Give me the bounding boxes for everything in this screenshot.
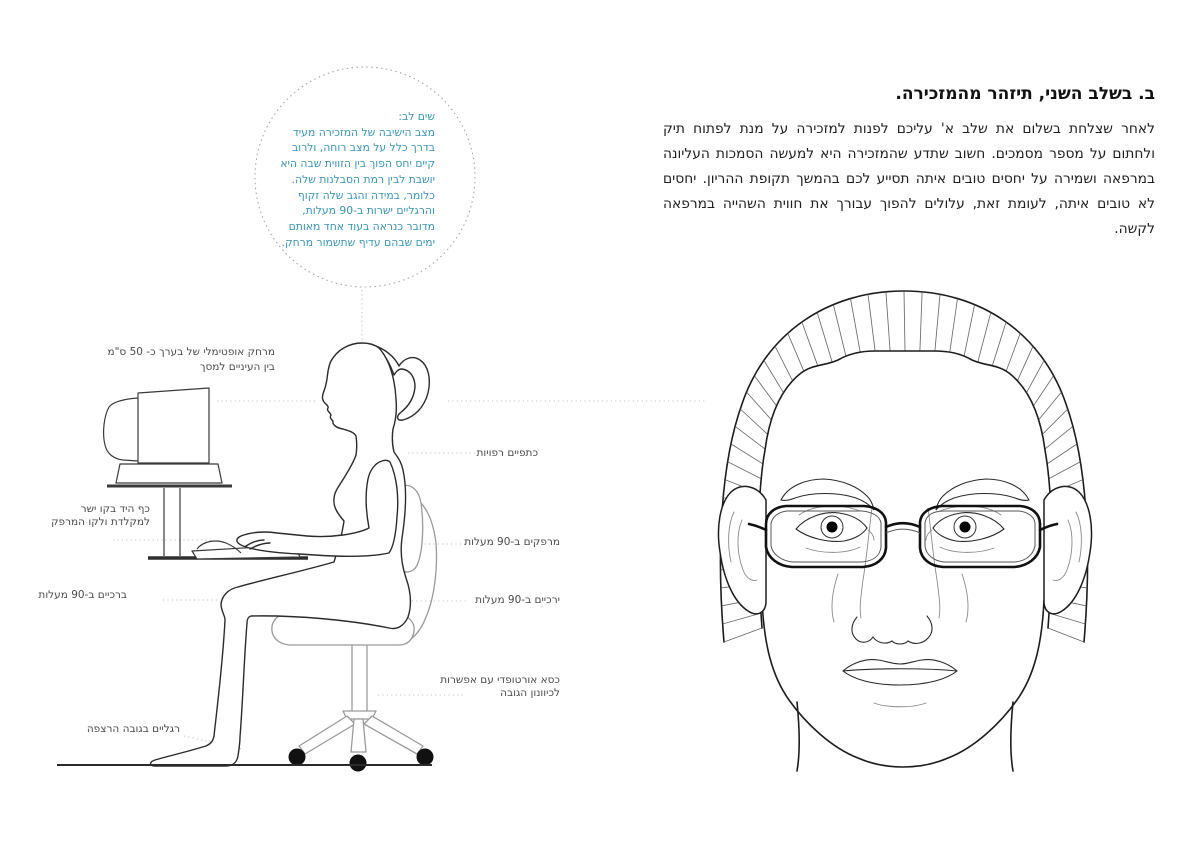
label-knees-90: ברכיים ב-90 מעלות (38, 589, 127, 601)
caster-wheel (289, 749, 306, 766)
hairline-guide (759, 351, 1052, 628)
nose-tip (852, 616, 932, 644)
note-body: מצב הישיבה של המזכירה מעיד בדרך כלל על מצב רוחה, ולרוב קיים יחס הפוך בין הזווית שבה היא יושבת לבין רמת הסבלנות שלה. כלומר, במידה והגב שלה זקוף והרגליים ישרות ב-90 מעלות, מדובר כנראה בעוד אחד מאותם ימים שבהם עדיף שתשמור מרחק. (280, 125, 435, 249)
chin-crease (874, 703, 926, 707)
caster-wheel (417, 749, 434, 766)
left-eye (796, 506, 874, 552)
jaw-chin-outline (762, 600, 1044, 767)
cheek-line-right (962, 574, 968, 622)
left-pupil (827, 522, 838, 533)
label-hand-keyboard: כף היד בקו ישר למקלדת ולקו המרפק (51, 503, 150, 528)
right-eye (926, 506, 1004, 552)
hair-outer-contour (720, 291, 1087, 642)
label-orthopedic-chair: כסא אורטופדי עם אפשרות לכיוונון הגובה (440, 674, 560, 699)
left-ear (718, 486, 766, 613)
glasses-bridge (886, 523, 920, 527)
glasses (749, 506, 1057, 567)
chair-leg (351, 719, 366, 752)
caster-wheel (350, 755, 367, 772)
chair-leg (299, 716, 355, 754)
hairline (759, 351, 1052, 628)
intro-paragraph: לאחר שצלחת בשלום את שלב א' עליכם לפנות למזכירה על מנת לפתוח תיק ולחתום על מספר מסמכים. חשוב שתדע שהמזכירה היא למעשה הסמכות העליונה במרפאה ושמירה על יחסים טובים איתה תסייע לכם בהמשך תקופת ההריון. יחסים לא טובים איתה, לעומת זאת, עלולים להפוך עבורך את חווית השהייה במרפאה לקשה. (663, 121, 1155, 237)
secretary-face-illustration (718, 291, 1091, 771)
note-title: שים לב: (398, 110, 435, 123)
chair-leg (364, 716, 423, 754)
label-feet-floor: רגליים בגובה הרצפה (86, 723, 180, 735)
arm (237, 460, 398, 556)
label-thighs-90: ירכיים ב-90 מעלות (475, 594, 560, 606)
right-ear (1044, 486, 1092, 613)
nose-bridge-left (860, 508, 872, 618)
right-lens (920, 506, 1040, 567)
neck-right (1011, 702, 1013, 771)
cheek-line-left (832, 574, 838, 622)
crt-monitor-illustration (104, 388, 232, 556)
lips (843, 660, 957, 685)
page-title: ב. בשלב השני, תיזהר מהמזכירה. (895, 84, 1155, 104)
label-elbows-90: מרפקים ב-90 מעלות (464, 536, 560, 548)
note-bubble-text (275, 109, 435, 250)
right-pupil (960, 522, 971, 533)
label-screen-distance: מרחק אופטימלי של בערך כ- 50 ס"מ בין העיניים למסך (107, 346, 275, 373)
hair-comb-strokes (721, 291, 1088, 642)
label-shoulders: כתפיים רפויות (476, 447, 538, 459)
